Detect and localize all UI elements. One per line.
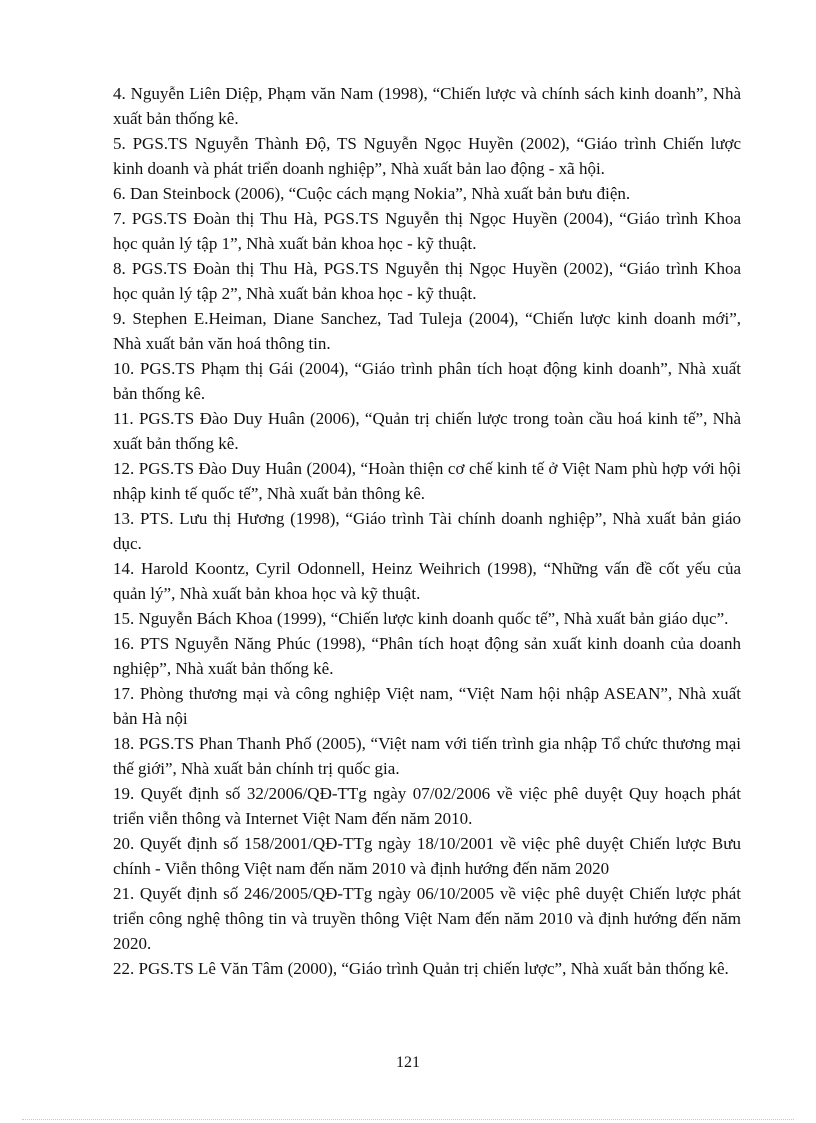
reference-item-14: 14. Harold Koontz, Cyril Odonnell, Heinz Weihrich (1998), “Những vấn đề cốt yếu của quản lý”, Nhà xuất bản khoa học và kỹ thuật. [113,559,741,603]
reference-item-6: 6. Dan Steinbock (2006), “Cuộc cách mạng Nokia”, Nhà xuất bản bưu điện. [113,184,631,203]
reference-item-21: 21. Quyết định số 246/2005/QĐ-TTg ngày 06/10/2005 về việc phê duyệt Chiến lược phát triển công nghệ thông tin và truyền thông Việt Nam đến năm 2010 và định hướng đến năm 2020. [113,884,741,953]
page-number: 121 [396,1054,420,1071]
reference-item-16: 16. PTS Nguyễn Năng Phúc (1998), “Phân tích hoạt động sản xuất kinh doanh của doanh nghiệp”, Nhà xuất bản thống kê. [113,634,741,678]
reference-item-17: 17. Phòng thương mại và công nghiệp Việt nam, “Việt Nam hội nhập ASEAN”, Nhà xuất bản Hà nội [113,684,741,728]
reference-item-18: 18. PGS.TS Phan Thanh Phố (2005), “Việt nam với tiến trình gia nhập Tổ chức thương mại thế giới”, Nhà xuất bản chính trị quốc gia. [113,734,741,778]
reference-item-9: 9. Stephen E.Heiman, Diane Sanchez, Tad Tuleja (2004), “Chiến lược kinh doanh mới”, Nhà xuất bản văn hoá thông tin. [113,309,741,353]
reference-item-5: 5. PGS.TS Nguyễn Thành Độ, TS Nguyễn Ngọc Huyền (2002), “Giáo trình Chiến lược kinh doanh và phát triển doanh nghiệp”, Nhà xuất bản lao động - xã hội. [113,134,741,178]
reference-item-10: 10. PGS.TS Phạm thị Gái (2004), “Giáo trình phân tích hoạt động kinh doanh”, Nhà xuất bản thống kê. [113,359,741,403]
reference-item-11: 11. PGS.TS Đào Duy Huân (2006), “Quản trị chiến lược trong toàn cầu hoá kinh tế”, Nhà xuất bản thống kê. [113,409,741,453]
reference-item-13: 13. PTS. Lưu thị Hương (1998), “Giáo trình Tài chính doanh nghiệp”, Nhà xuất bản giáo dục. [113,509,741,553]
page-bottom-divider [22,1119,794,1120]
reference-list [113,81,741,981]
reference-item-19: 19. Quyết định số 32/2006/QĐ-TTg ngày 07/02/2006 về việc phê duyệt Quy hoạch phát triển viễn thông và Internet Việt Nam đến năm 2010. [113,784,741,828]
reference-item-15: 15. Nguyễn Bách Khoa (1999), “Chiến lược kinh doanh quốc tế”, Nhà xuất bản giáo dục”. [113,609,729,628]
reference-item-8: 8. PGS.TS Đoàn thị Thu Hà, PGS.TS Nguyễn thị Ngọc Huyền (2002), “Giáo trình Khoa học quản lý tập 2”, Nhà xuất bản khoa học - kỹ thuật. [113,259,741,303]
reference-item-4: 4. Nguyễn Liên Diệp, Phạm văn Nam (1998), “Chiến lược và chính sách kinh doanh”, Nhà xuất bản thống kê. [113,84,741,128]
reference-item-7: 7. PGS.TS Đoàn thị Thu Hà, PGS.TS Nguyễn thị Ngọc Huyền (2004), “Giáo trình Khoa học quản lý tập 1”, Nhà xuất bản khoa học - kỹ thuật. [113,209,741,253]
reference-item-20: 20. Quyết định số 158/2001/QĐ-TTg ngày 18/10/2001 về việc phê duyệt Chiến lược Bưu chính - Viễn thông Việt nam đến năm 2010 và định hướng đến năm 2020 [113,834,741,878]
reference-item-12: 12. PGS.TS Đào Duy Huân (2004), “Hoàn thiện cơ chế kinh tế ở Việt Nam phù hợp với hội nhập kinh tế quốc tế”, Nhà xuất bản thông kê. [113,459,741,503]
reference-item-22: 22. PGS.TS Lê Văn Tâm (2000), “Giáo trình Quản trị chiến lược”, Nhà xuất bản thống kê. [113,959,729,978]
